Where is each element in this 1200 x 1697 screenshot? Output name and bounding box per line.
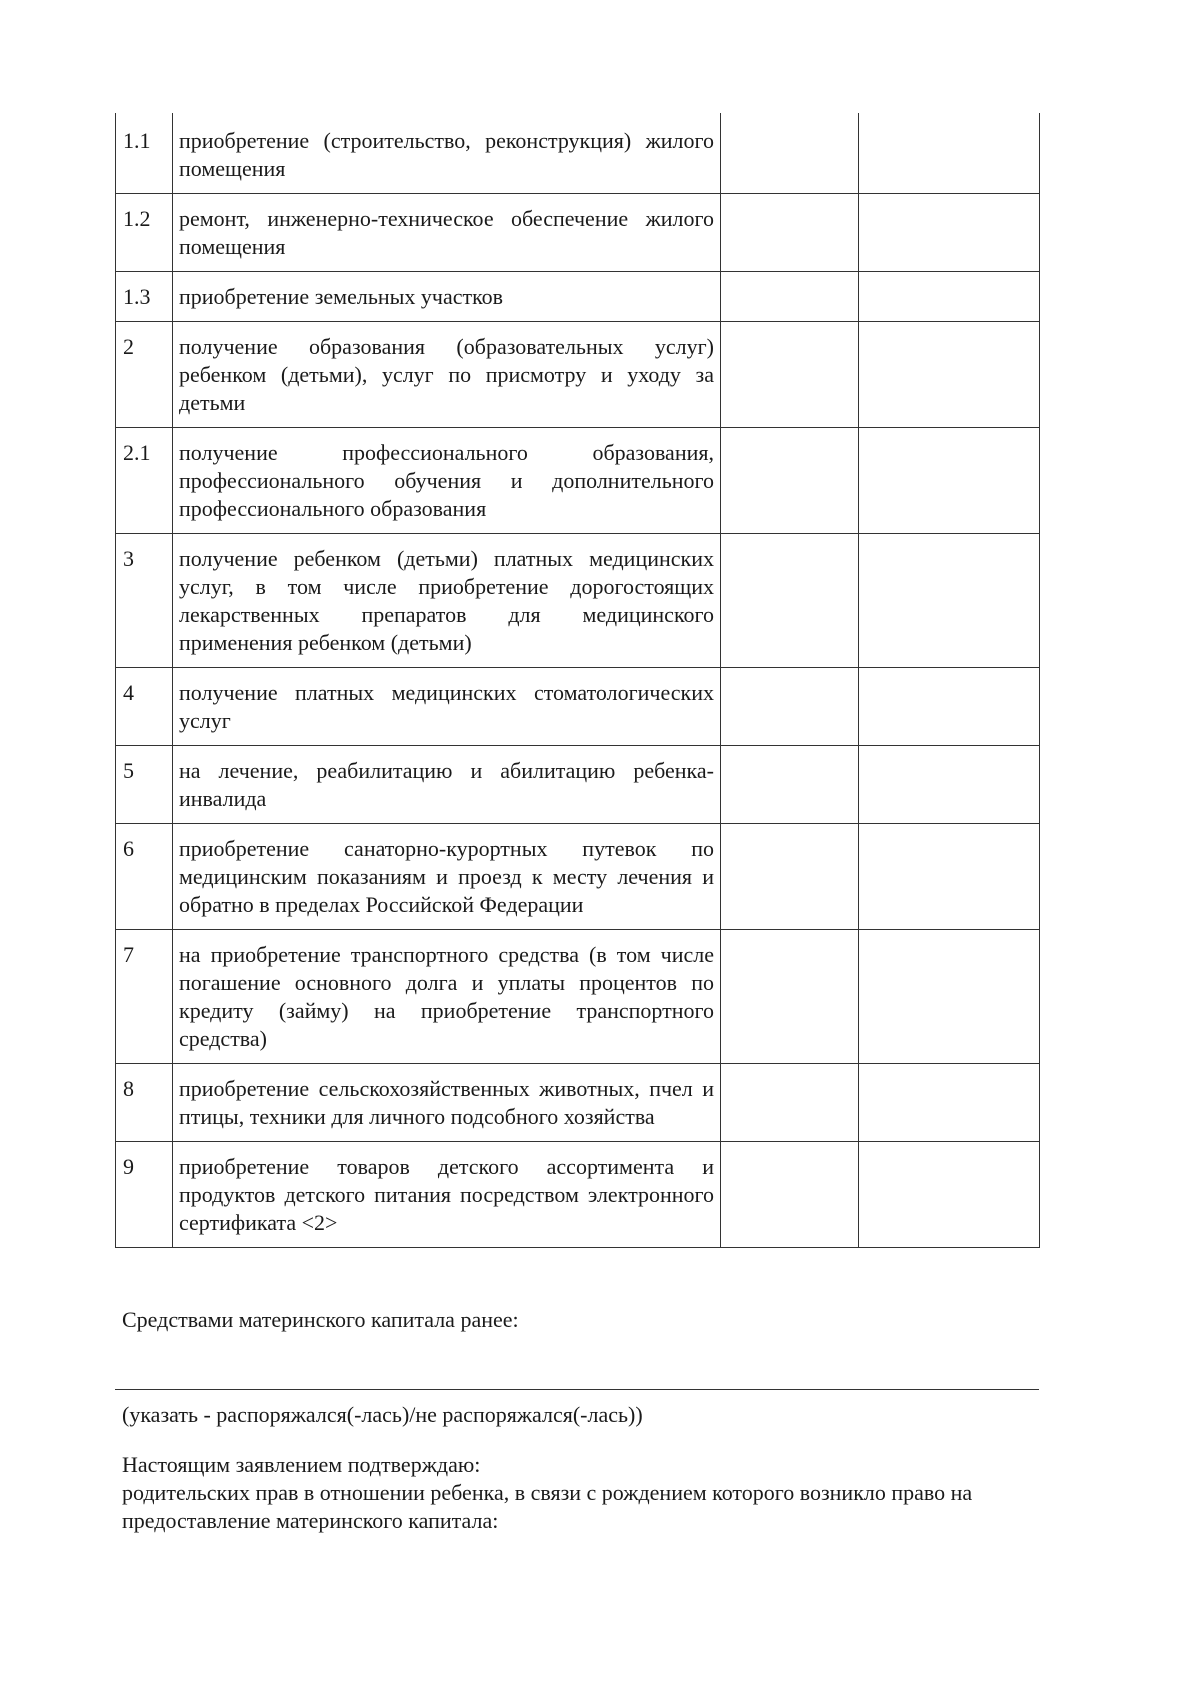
directions-table [115,113,1040,1248]
row-empty-cell[interactable] [721,1142,859,1248]
table-row [116,534,1040,668]
row-number: 5 [116,746,173,824]
row-number: 9 [116,1142,173,1248]
row-direction-text: приобретение (строительство, реконструкция) жилого помещения [173,113,721,194]
table-row [116,1064,1040,1142]
prior-usage-hint: (указать - распоряжался(-лась)/не распоряжался(-лась)) [122,1402,643,1427]
row-number: 7 [116,930,173,1064]
row-number: 3 [116,534,173,668]
row-direction-text: приобретение земельных участков [173,272,721,322]
row-empty-cell[interactable] [721,930,859,1064]
row-number: 8 [116,1064,173,1142]
row-empty-cell[interactable] [859,113,1040,194]
row-empty-cell[interactable] [859,930,1040,1064]
row-number: 2 [116,322,173,428]
row-direction-text: приобретение сельскохозяйственных животных, пчел и птицы, техники для личного подсобного хозяйства [173,1064,721,1142]
row-number: 2.1 [116,428,173,534]
row-empty-cell[interactable] [859,428,1040,534]
row-empty-cell[interactable] [721,1064,859,1142]
row-empty-cell[interactable] [859,194,1040,272]
row-direction-text: получение ребенком (детьми) платных медицинских услуг, в том числе приобретение дорогостоящих лекарственных препаратов для медицинского применения ребенком (детьми) [173,534,721,668]
row-number: 1.2 [116,194,173,272]
table-row [116,194,1040,272]
row-empty-cell[interactable] [859,322,1040,428]
row-direction-text: на приобретение транспортного средства (в том числе погашение основного долга и уплаты процентов по кредиту (займу) на приобретение транспортного средства) [173,930,721,1064]
row-empty-cell[interactable] [859,1142,1040,1248]
row-empty-cell[interactable] [721,824,859,930]
row-number: 4 [116,668,173,746]
row-number: 1.1 [116,113,173,194]
row-direction-text: ремонт, инженерно-техническое обеспечение жилого помещения [173,194,721,272]
confirm-heading: Настоящим заявлением подтверждаю: [122,1452,481,1477]
row-direction-text: на лечение, реабилитацию и абилитацию ребенка-инвалида [173,746,721,824]
table-row [116,930,1040,1064]
table-row [116,322,1040,428]
row-direction-text: получение платных медицинских стоматологических услуг [173,668,721,746]
table-row [116,113,1040,194]
row-number: 1.3 [116,272,173,322]
row-empty-cell[interactable] [721,428,859,534]
row-direction-text: получение профессионального образования, профессионального обучения и дополнительного профессионального образования [173,428,721,534]
row-empty-cell[interactable] [721,113,859,194]
row-number: 6 [116,824,173,930]
row-direction-text: приобретение санаторно-курортных путевок по медицинским показаниям и проезд к месту лечения и обратно в пределах Российской Федерации [173,824,721,930]
confirm-text: родительских прав в отношении ребенка, в связи с рождением которого возникло право на предоставление материнского капитала: [122,1480,973,1533]
row-empty-cell[interactable] [859,746,1040,824]
table-row [116,824,1040,930]
row-empty-cell[interactable] [859,534,1040,668]
table-row [116,1142,1040,1248]
row-empty-cell[interactable] [721,534,859,668]
table-row [116,428,1040,534]
table-row [116,746,1040,824]
row-empty-cell[interactable] [859,272,1040,322]
table-row [116,668,1040,746]
row-empty-cell[interactable] [721,322,859,428]
row-empty-cell[interactable] [859,1064,1040,1142]
row-empty-cell[interactable] [859,668,1040,746]
row-empty-cell[interactable] [721,668,859,746]
row-empty-cell[interactable] [859,824,1040,930]
row-empty-cell[interactable] [721,194,859,272]
row-direction-text: приобретение товаров детского ассортимента и продуктов детского питания посредством электронного сертификата <2> [173,1142,721,1248]
row-direction-text: получение образования (образовательных услуг) ребенком (детьми), услуг по присмотру и уходу за детьми [173,322,721,428]
row-empty-cell[interactable] [721,746,859,824]
maternity-capital-prior-label: Средствами материнского капитала ранее: [122,1307,519,1332]
row-empty-cell[interactable] [721,272,859,322]
table-row [116,272,1040,322]
prior-usage-fill-line[interactable] [115,1389,1039,1390]
